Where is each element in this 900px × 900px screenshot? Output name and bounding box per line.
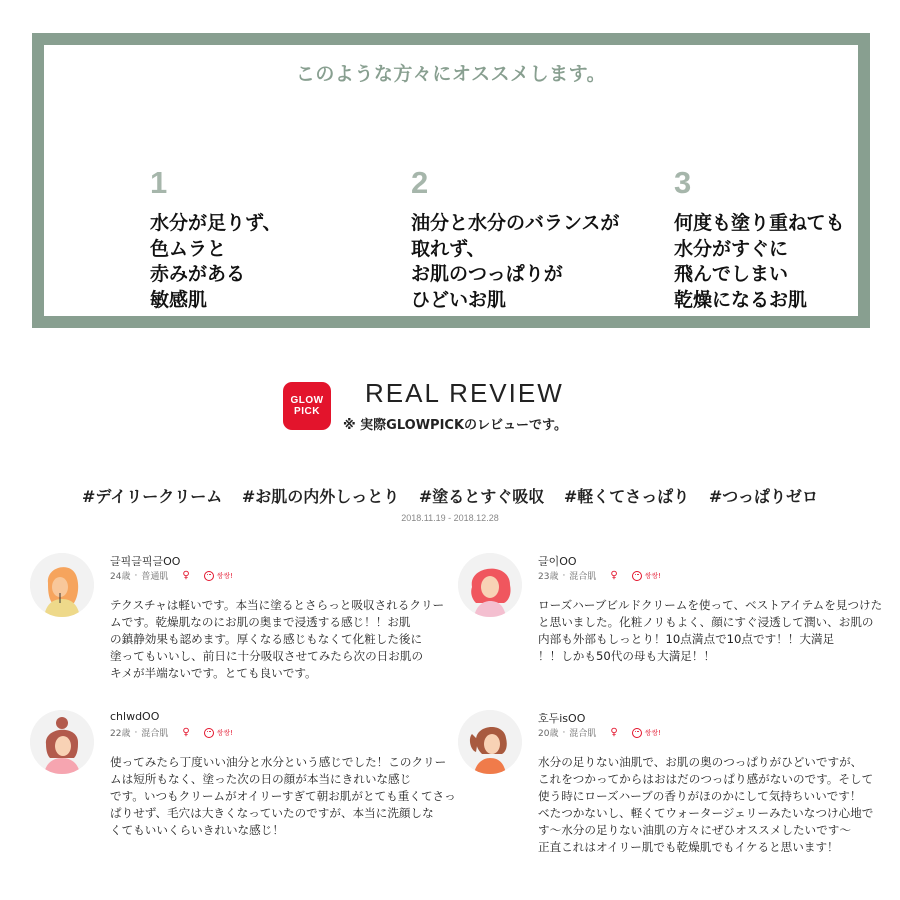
reviewer-age: 24歳 <box>110 572 131 582</box>
review-line: ムです。乾燥肌なのにお肌の奥まで浸透する感じ！！お肌 <box>110 615 411 629</box>
smile-icon <box>204 571 214 581</box>
item-line: 乾燥になるお肌 <box>674 288 808 311</box>
hashtag: #つっぱりゼロ <box>708 487 819 506</box>
item-line: 何度も塗り重ねても <box>674 212 845 234</box>
recommend-item-3 <box>674 165 845 313</box>
reviewer-name: 글이OO <box>538 555 577 568</box>
female-icon: ♀ <box>182 570 190 581</box>
reviewer-age: 23歳 <box>538 572 559 582</box>
reviewer-meta <box>110 726 233 739</box>
review-section-title: REAL REVIEW <box>365 378 564 408</box>
review-line: と思いました。化粧ノリもよく、顔にすぐ浸透して潤い、お肌の <box>538 615 874 629</box>
review-body <box>110 754 456 839</box>
reviewer-name: 호두isOO <box>538 712 586 725</box>
review-line: の鎮静効果も認めます。厚くなる感じもなくて化粧した後に <box>110 632 423 646</box>
hashtag: #お肌の内外しっとり <box>241 487 400 506</box>
recommend-item-2 <box>411 165 619 313</box>
item-text <box>674 211 845 313</box>
smile-icon <box>632 571 642 581</box>
review-line: ムは短所もなく、塗った次の日の顔が本当にきれいな感じ <box>110 772 412 786</box>
item-line: 飛んでしまい <box>674 263 789 285</box>
item-line: ひどいお肌 <box>411 288 507 311</box>
review-line: 塗ってもいいし、前日に十分吸収させてみたら次の日お肌の <box>110 649 424 663</box>
review-line: 使ってみたら丁度いい油分と水分という感じでした！このクリー <box>110 755 447 769</box>
reviewer-skin: 普通肌 <box>141 572 169 582</box>
meta-separator: · <box>562 570 566 581</box>
reviewer-age: 22歳 <box>110 729 131 739</box>
item-line: お肌のつっぱりが <box>411 263 563 285</box>
hashtag: #軽くてさっぱり <box>563 487 690 506</box>
hashtag-list <box>0 484 900 507</box>
recommend-title: このような方々にオススメします。 <box>282 61 620 87</box>
rating-label: 쌍쌍! <box>216 571 234 580</box>
hashtag: #デイリークリーム <box>81 487 223 506</box>
review-section-subtitle: ※ 実際GLOWPICKのレビューです。 <box>343 418 567 433</box>
smile-icon <box>632 728 642 738</box>
glowpick-logo <box>283 382 331 430</box>
reviewer-skin: 混合肌 <box>569 729 597 739</box>
rating-badge <box>632 728 661 738</box>
review-line: キメが半端ないです。とても良いです。 <box>110 666 317 680</box>
meta-separator: · <box>562 727 566 738</box>
rating-badge <box>204 728 233 738</box>
review-body <box>538 597 882 665</box>
avatar-icon <box>30 553 94 617</box>
logo-line: PICK <box>294 406 320 417</box>
item-line: 取れず、 <box>411 237 486 260</box>
female-icon: ♀ <box>610 570 618 581</box>
item-line: 敏感肌 <box>150 288 208 311</box>
review-line: す～水分の足りない油肌の方々にぜひオススメしたいです～ <box>538 823 851 837</box>
review-body <box>538 754 873 856</box>
item-text <box>150 211 281 313</box>
review-line: 使う時にローズハーブの香りがほのかにして気持ちいいです！ <box>538 789 862 803</box>
review-line: ぱりせず、毛穴は大きくなっていたのですが、本当に洗顔しな <box>110 806 434 820</box>
review-line: べたつかないし、軽くてウォータージェリーみたいなつけ心地で <box>538 806 874 820</box>
reviewer-name: chlwdOO <box>110 710 160 723</box>
item-line: 油分と水分のバランスが <box>411 212 620 234</box>
review-line: ローズハーブビルドクリームを使って、ベストアイテムを見つけた <box>538 598 883 612</box>
rating-badge <box>204 571 233 581</box>
meta-separator: · <box>134 727 138 738</box>
date-range: 2018.11.19 - 2018.12.28 <box>401 513 499 523</box>
rating-label: 쌍쌍! <box>644 571 662 580</box>
meta-separator: · <box>134 570 138 581</box>
item-line: 赤みがある <box>150 263 246 285</box>
recommend-frame <box>32 33 870 328</box>
reviewer-meta <box>538 569 661 582</box>
item-number: 3 <box>674 165 692 200</box>
recommend-item-1 <box>150 165 281 313</box>
rating-label: 쌍쌍! <box>216 728 234 737</box>
avatar-icon <box>458 553 522 617</box>
review-line: ！！しかも50代の母も大満足！！ <box>538 649 716 663</box>
review-line: くてもいいくらいきれいな感じ！ <box>110 823 284 837</box>
review-line: 内部も外部もしっとり！10点満点で10点です！！大満足 <box>538 632 835 646</box>
smile-icon <box>204 728 214 738</box>
rating-badge <box>632 571 661 581</box>
hashtag: #塗るとすぐ吸収 <box>418 487 545 506</box>
rating-label: 쌍쌍! <box>644 728 662 737</box>
avatar-icon <box>30 710 94 774</box>
review-line: テクスチャは軽いです。本当に塗るとさらっと吸収されるクリー <box>110 598 445 612</box>
item-number: 1 <box>150 165 168 200</box>
reviewer-meta <box>538 726 661 739</box>
female-icon: ♀ <box>182 727 190 738</box>
item-line: 色ムラと <box>150 237 227 260</box>
reviewer-name: 글픽글픽글OO <box>110 555 181 568</box>
item-number: 2 <box>411 165 429 200</box>
item-line: 水分が足りず、 <box>150 212 282 234</box>
reviewer-meta <box>110 569 233 582</box>
review-line: です。いつもクリームがオイリーすぎて朝お肌がとても重くてさっ <box>110 789 456 803</box>
review-line: 水分の足りない油肌で、お肌の奥のつっぱりがひどいですが、 <box>538 755 863 769</box>
female-icon: ♀ <box>610 727 618 738</box>
review-line: これをつかってからはおはだのつっぱり感がないのです。そして <box>538 772 874 786</box>
avatar-icon <box>458 710 522 774</box>
reviewer-skin: 混合肌 <box>569 572 597 582</box>
item-line: 水分がすぐに <box>674 237 789 260</box>
reviewer-age: 20歳 <box>538 729 559 739</box>
review-body <box>110 597 444 682</box>
review-line: 正直これはオイリー肌でも乾燥肌でもイケると思います！ <box>538 840 839 854</box>
reviewer-skin: 混合肌 <box>141 729 169 739</box>
item-text <box>411 211 619 313</box>
logo-line: GLOW <box>290 395 324 406</box>
